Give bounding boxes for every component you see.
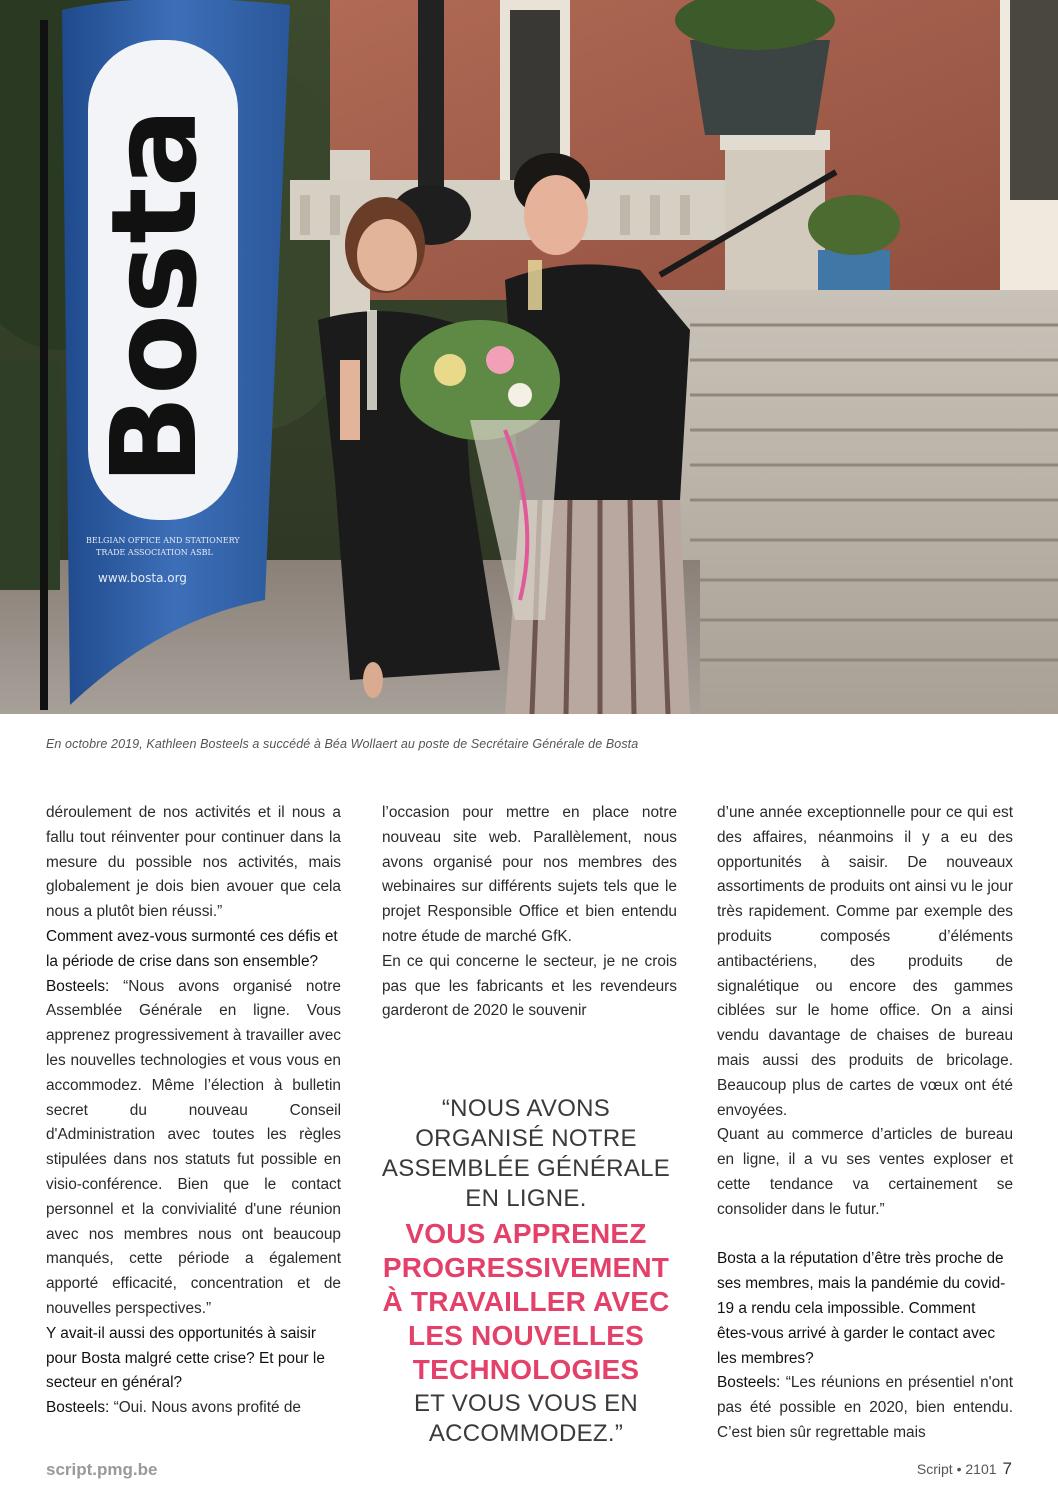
footer-issue — [917, 1459, 1012, 1479]
quote-line: ORGANISÉ NOTRE — [415, 1125, 637, 1152]
footer-site-link[interactable]: script.pmg.be — [46, 1460, 158, 1479]
answer-text: “Nous avons organisé notre Assemblée Générale en ligne. Vous apprenez progressivement à travailler avec les nouvelles technologies et vous vous en accommodez. Même l’élection à bulletin secret du nouveau Conseil d'Administration avec toutes les règles stipulées dans nos statuts fut possible en visio-conférence. Bien que le contact personnel et la convivialité d'une réunion avec nos membres nous ont beaucoup manqués, cette période a également apporté efficacité, concentration et de nouvelles perspectives.” — [46, 977, 341, 1317]
quote-highlight-line: VOUS APPRENEZ — [405, 1218, 647, 1249]
paragraph: Quant au commerce d’articles de bureau en ligne, il a vu ses ventes exploser et cette tendance va certainement se consolider dans le futur.” — [717, 1126, 1013, 1218]
banner-subtitle-1: BELGIAN OFFICE AND STATIONERY — [86, 536, 240, 545]
quote-highlight — [372, 1217, 680, 1387]
paragraph: d’une année exceptionnelle pour ce qui est des affaires, néanmoins il y a eu des opportunités à saisir. De nouveaux assortiments de produits ont ainsi vu le jour très rapidement. Comme par exemple des produits composés d’éléments antibactériens, des produits de signalétique ou encore des gammes ciblées sur le home office. On a ainsi vendu davantage de chaises de bureau mais aussi des produits de bricolage. Beaucoup plus de cartes de vœux ont été envoyées. — [717, 804, 1013, 1119]
banner-url: www.bosta.org — [98, 571, 187, 585]
quote-line: ACCOMMODEZ.” — [428, 1420, 624, 1447]
issue-label: Script • 2101 — [916, 1461, 997, 1477]
quote-line: “NOUS AVONS — [441, 1095, 611, 1122]
banner-text: Bosta — [85, 107, 223, 485]
pull-quote — [372, 1094, 680, 1449]
photo-illustration — [0, 0, 1058, 714]
speaker-label: Bosteels: — [46, 1399, 110, 1417]
article-column-1 — [46, 801, 341, 1421]
paragraph — [46, 1396, 341, 1421]
paragraph — [717, 1371, 1013, 1445]
banner-subtitle-2: TRADE ASSOCIATION ASBL — [96, 548, 213, 557]
quote-highlight-line: PROGRESSIVEMENT — [382, 1252, 670, 1283]
answer-text: “Les réunions en présentiel n'ont pas été possible en 2020, bien entendu. C’est bien sûr regrettable mais — [717, 1374, 1013, 1441]
article-column-2 — [382, 801, 677, 1024]
quote-line: ET VOUS VOUS EN — [413, 1390, 639, 1417]
speaker-label: Bosteels: — [717, 1374, 781, 1392]
paragraph: En ce qui concerne le secteur, je ne crois pas que les fabricants et les revendeurs garderont de 2020 le souvenir — [382, 952, 677, 1020]
hero-photo — [0, 0, 1058, 714]
paragraph — [46, 975, 341, 1322]
speaker-label: Bosteels: — [46, 977, 110, 995]
interview-question: Y avait-il aussi des opportunités à saisir pour Bosta malgré cette crise? Et pour le secteur en général? — [46, 1324, 325, 1392]
paragraph: l’occasion pour mettre en place notre nouveau site web. Parallèlement, nous avons organisé pour nos membres des webinaires sur différents sujets tels que le projet Responsible Office et bien entendu notre étude de marché GfK. — [382, 804, 677, 945]
page-number: 7 — [1002, 1459, 1012, 1478]
quote-line: ASSEMBLÉE GÉNÉRALE — [381, 1155, 671, 1182]
spacer — [717, 1223, 1013, 1248]
article-column-3 — [717, 801, 1013, 1446]
quote-highlight-line: TECHNOLOGIES — [412, 1354, 640, 1385]
quote-highlight-line: LES NOUVELLES — [408, 1320, 644, 1351]
quote-line: EN LIGNE. — [465, 1185, 587, 1212]
photo-caption: En octobre 2019, Kathleen Bosteels a succédé à Béa Wollaert au poste de Secrétaire Générale de Bosta — [46, 737, 639, 751]
answer-text: “Oui. Nous avons profité de — [109, 1399, 301, 1417]
interview-question: Bosta a la réputation d’être très proche de ses membres, mais la pandémie du covid-19 a rendu cela impossible. Comment êtes-vous arrivé à garder le contact avec les membres? — [717, 1250, 1006, 1367]
quote-highlight-line: À TRAVAILLER AVEC — [382, 1286, 670, 1317]
interview-question: Comment avez-vous surmonté ces défis et la période de crise dans son ensemble? — [46, 927, 338, 970]
paragraph: déroulement de nos activités et il nous a fallu tout réinventer pour continuer dans la mesure du possible nos activités, mais globalement je dois bien avouer que cela nous a plutôt bien réussi.” — [46, 804, 341, 921]
